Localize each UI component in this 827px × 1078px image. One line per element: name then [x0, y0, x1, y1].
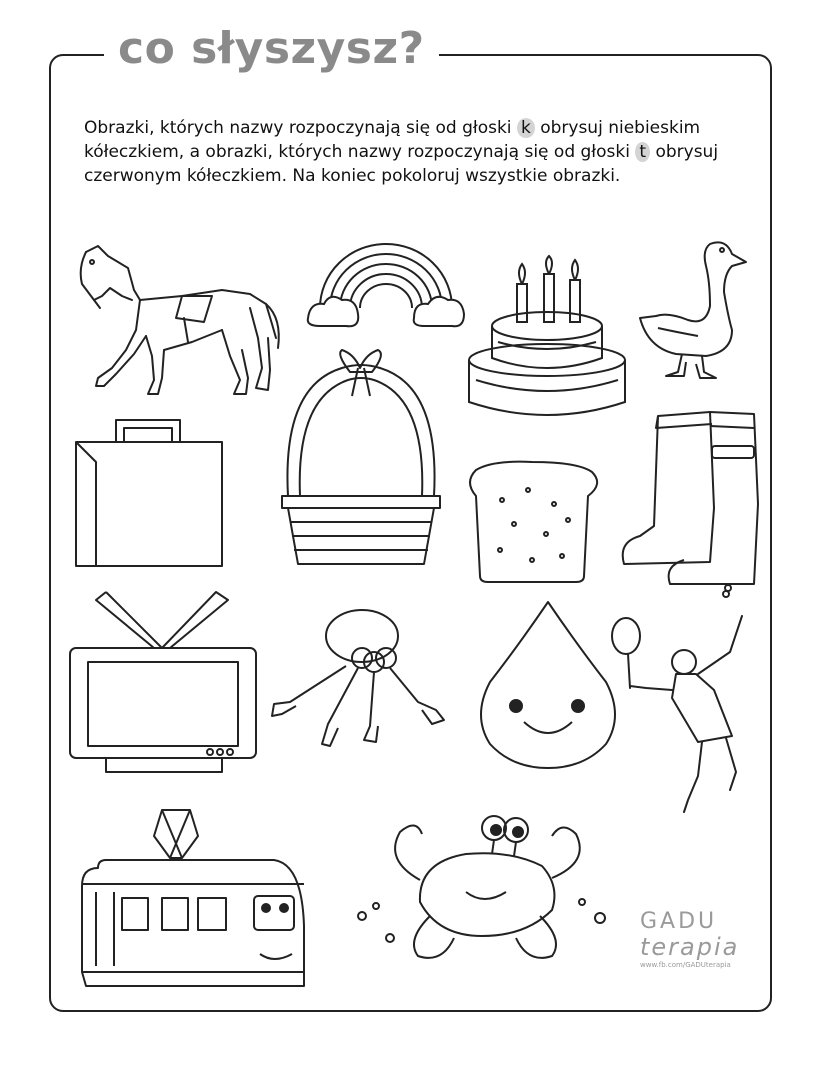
- birthday-cake-icon: [462, 256, 632, 426]
- horse-icon: [72, 238, 282, 404]
- basket-icon: [278, 346, 444, 572]
- instructions-part-1: Obrazki, których nazwy rozpoczynają się od głoski: [84, 118, 517, 138]
- paper-bag-icon: [72, 414, 226, 568]
- tram-icon: [78, 806, 310, 992]
- tennis-player-icon: [606, 586, 766, 828]
- page-title: co słyszysz?: [104, 18, 439, 80]
- letter-t-highlight: t: [635, 142, 650, 162]
- brand-line-1: GADU: [640, 909, 718, 934]
- tv-icon: [66, 586, 262, 776]
- brand-logo: [640, 910, 765, 970]
- goose-icon: [636, 236, 748, 382]
- rain-boots-icon: [614, 408, 766, 600]
- letter-k-highlight: k: [517, 118, 535, 138]
- instructions-part-2: obrysuj niebieskim kółeczkiem, a obrazki, których nazwy rozpoczynają się od głoski: [84, 118, 701, 162]
- instructions-text: [84, 116, 749, 188]
- instructions-part-3: obrysuj czerwonym kółeczkiem. Na koniec pokoloruj wszystkie obrazki.: [84, 142, 719, 186]
- crab-icon: [356, 806, 608, 972]
- water-drop-icon: [474, 598, 622, 770]
- keys-icon: [266, 606, 458, 750]
- brand-url: www.fb.com/GADUterapia: [640, 961, 731, 969]
- brand-line-2: terapia: [640, 933, 740, 961]
- bread-slice-icon: [462, 460, 604, 584]
- rainbow-icon: [306, 238, 466, 334]
